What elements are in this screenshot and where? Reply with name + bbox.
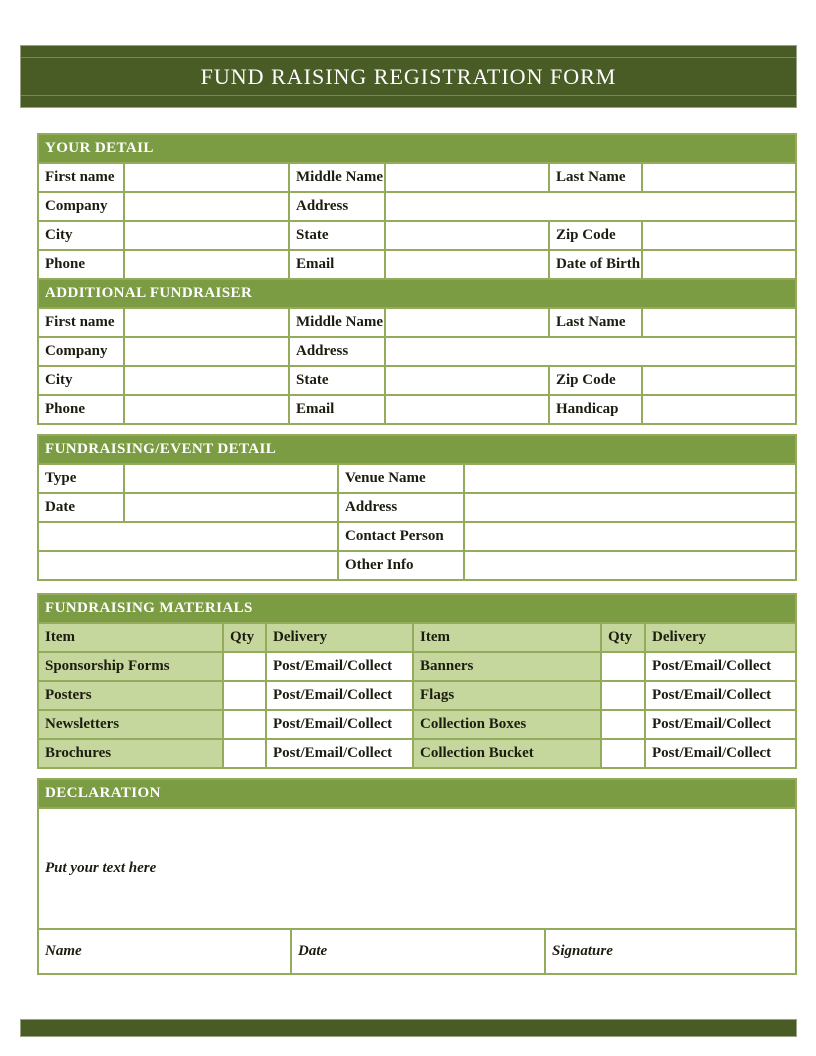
af-input-company[interactable] [124, 337, 289, 366]
delivery-options-flags[interactable]: Post/Email/Collect [645, 681, 796, 710]
material-item-flags: Flags [413, 681, 601, 710]
af-input-state[interactable] [385, 366, 549, 395]
af-label-phone: Phone [38, 395, 124, 424]
af-input-last-name[interactable] [642, 308, 796, 337]
label-state: State [289, 221, 385, 250]
label-last-name: Last Name [549, 163, 642, 192]
input-event-date[interactable] [124, 493, 338, 522]
input-other-info[interactable] [464, 551, 796, 580]
af-label-city: City [38, 366, 124, 395]
label-event-type: Type [38, 464, 124, 493]
col-header-qty-left: Qty [223, 623, 266, 652]
label-other-info: Other Info [338, 551, 464, 580]
label-date-of-birth: Date of Birth [549, 250, 642, 279]
event-detail-table [37, 434, 797, 581]
af-label-first-name: First name [38, 308, 124, 337]
signature-signature-cell[interactable]: Signature [545, 929, 796, 974]
title-inner-band [21, 57, 796, 96]
page-title: FUND RAISING REGISTRATION FORM [200, 63, 617, 89]
form-title-bar [20, 45, 797, 108]
qty-input-posters[interactable] [223, 681, 266, 710]
af-label-last-name: Last Name [549, 308, 642, 337]
col-header-delivery-right: Delivery [645, 623, 796, 652]
label-first-name: First name [38, 163, 124, 192]
event-detail-spacer [38, 522, 338, 551]
label-city: City [38, 221, 124, 250]
af-label-company: Company [38, 337, 124, 366]
label-event-date: Date [38, 493, 124, 522]
af-label-zip-code: Zip Code [549, 366, 642, 395]
section-heading-materials: FUNDRAISING MATERIALS [38, 594, 796, 623]
input-venue-name[interactable] [464, 464, 796, 493]
material-item-collection-bucket: Collection Bucket [413, 739, 601, 768]
input-venue-address[interactable] [464, 493, 796, 522]
af-input-address[interactable] [385, 337, 796, 366]
delivery-options-posters[interactable]: Post/Email/Collect [266, 681, 413, 710]
person-details-table [37, 133, 797, 425]
af-input-city[interactable] [124, 366, 289, 395]
delivery-options-collection-boxes[interactable]: Post/Email/Collect [645, 710, 796, 739]
af-label-state: State [289, 366, 385, 395]
input-last-name[interactable] [642, 163, 796, 192]
section-heading-additional-fundraiser: ADDITIONAL FUNDRAISER [38, 279, 796, 308]
delivery-options-banners[interactable]: Post/Email/Collect [645, 652, 796, 681]
af-label-address: Address [289, 337, 385, 366]
input-company[interactable] [124, 192, 289, 221]
qty-input-brochures[interactable] [223, 739, 266, 768]
label-phone: Phone [38, 250, 124, 279]
declaration-text-area[interactable]: Put your text here [38, 808, 796, 929]
af-input-first-name[interactable] [124, 308, 289, 337]
section-heading-event-detail: FUNDRAISING/EVENT DETAIL [38, 435, 796, 464]
qty-input-newsletters[interactable] [223, 710, 266, 739]
qty-input-collection-bucket[interactable] [601, 739, 645, 768]
label-venue-address: Address [338, 493, 464, 522]
label-venue-name: Venue Name [338, 464, 464, 493]
label-middle-name: Middle Name [289, 163, 385, 192]
materials-table [37, 593, 797, 769]
material-item-collection-boxes: Collection Boxes [413, 710, 601, 739]
section-heading-your-detail: YOUR DETAIL [38, 134, 796, 163]
section-heading-declaration: DECLARATION [38, 779, 796, 808]
input-first-name[interactable] [124, 163, 289, 192]
af-input-email[interactable] [385, 395, 549, 424]
af-input-handicap[interactable] [642, 395, 796, 424]
qty-input-sponsorship-forms[interactable] [223, 652, 266, 681]
input-city[interactable] [124, 221, 289, 250]
input-state[interactable] [385, 221, 549, 250]
af-label-email: Email [289, 395, 385, 424]
input-email[interactable] [385, 250, 549, 279]
input-event-type[interactable] [124, 464, 338, 493]
declaration-table [37, 778, 797, 975]
material-item-newsletters: Newsletters [38, 710, 223, 739]
input-address[interactable] [385, 192, 796, 221]
col-header-delivery-left: Delivery [266, 623, 413, 652]
footer-bar [20, 1019, 797, 1037]
material-item-banners: Banners [413, 652, 601, 681]
label-address: Address [289, 192, 385, 221]
input-date-of-birth[interactable] [642, 250, 796, 279]
label-email: Email [289, 250, 385, 279]
event-detail-spacer [38, 551, 338, 580]
material-item-sponsorship-forms: Sponsorship Forms [38, 652, 223, 681]
af-label-middle-name: Middle Name [289, 308, 385, 337]
material-item-posters: Posters [38, 681, 223, 710]
delivery-options-newsletters[interactable]: Post/Email/Collect [266, 710, 413, 739]
col-header-item-right: Item [413, 623, 601, 652]
input-contact-person[interactable] [464, 522, 796, 551]
label-zip-code: Zip Code [549, 221, 642, 250]
af-input-middle-name[interactable] [385, 308, 549, 337]
delivery-options-collection-bucket[interactable]: Post/Email/Collect [645, 739, 796, 768]
input-zip-code[interactable] [642, 221, 796, 250]
qty-input-flags[interactable] [601, 681, 645, 710]
af-input-zip-code[interactable] [642, 366, 796, 395]
input-phone[interactable] [124, 250, 289, 279]
label-company: Company [38, 192, 124, 221]
af-label-handicap: Handicap [549, 395, 642, 424]
delivery-options-sponsorship-forms[interactable]: Post/Email/Collect [266, 652, 413, 681]
qty-input-banners[interactable] [601, 652, 645, 681]
input-middle-name[interactable] [385, 163, 549, 192]
signature-name-cell[interactable]: Name [38, 929, 291, 974]
signature-date-cell[interactable]: Date [291, 929, 545, 974]
delivery-options-brochures[interactable]: Post/Email/Collect [266, 739, 413, 768]
af-input-phone[interactable] [124, 395, 289, 424]
col-header-qty-right: Qty [601, 623, 645, 652]
qty-input-collection-boxes[interactable] [601, 710, 645, 739]
material-item-brochures: Brochures [38, 739, 223, 768]
col-header-item-left: Item [38, 623, 223, 652]
label-contact-person: Contact Person [338, 522, 464, 551]
